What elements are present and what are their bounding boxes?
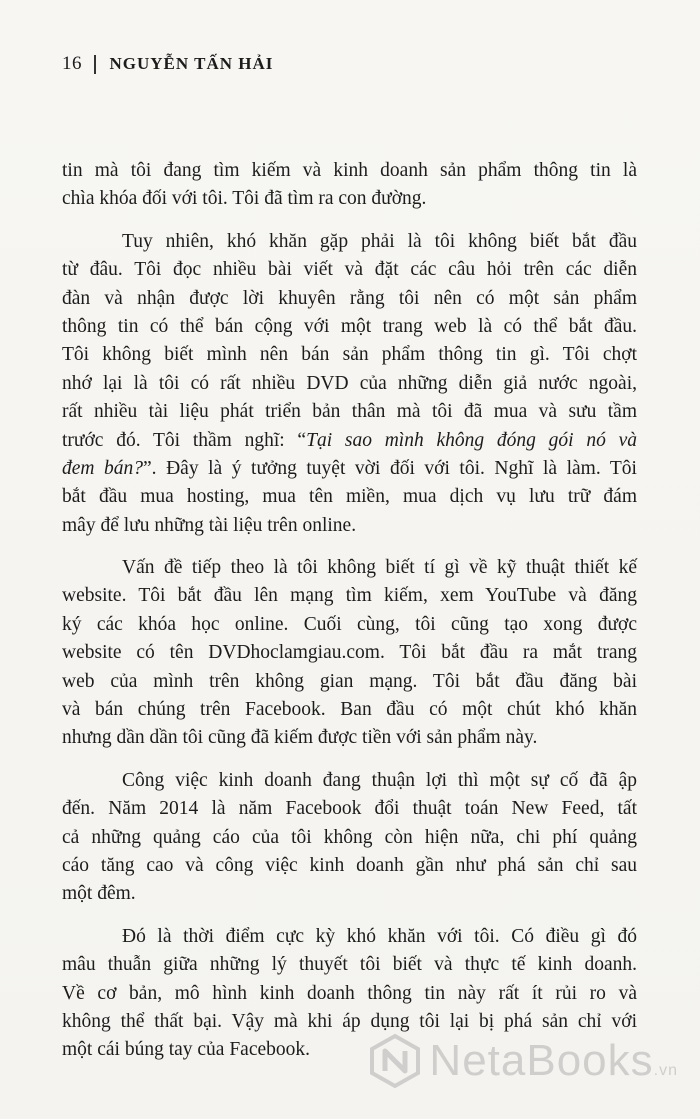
text-line: bắt đầu mua hosting, mua tên miền, mua dịch vụ lưu trữ đám <box>62 486 637 508</box>
text-line: cả những quảng cáo của tôi không còn hiện nữa, chi phí quảng <box>62 826 637 848</box>
text-line: Tuy nhiên, khó khăn gặp phải là tôi không biết bắt đầu <box>122 230 637 252</box>
watermark-brand: NetaBooks <box>429 1036 654 1085</box>
text-line: Tôi không biết mình nên bán sản phẩm thông tin gì. Tôi chợt <box>62 344 637 366</box>
author-name: NGUYỄN TẤN HẢI <box>109 54 274 73</box>
paragraph-3 <box>62 554 637 753</box>
text-line: web của mình trên không gian mạng. Tôi bắt đầu đăng bài <box>62 670 637 692</box>
text-line: ký các khóa học online. Cuối cùng, tôi cũng tạo xong được <box>62 613 637 635</box>
running-header <box>62 53 273 75</box>
text-line: cáo tăng cao và công việc kinh doanh gần như phá sản chỉ sau <box>62 854 637 876</box>
text-line-with-italic <box>62 427 637 455</box>
netabooks-watermark <box>367 1033 678 1089</box>
header-divider <box>94 55 96 74</box>
text-line: mâu thuẫn giữa những lý thuyết tôi biết và thực tế kinh doanh. <box>62 954 637 976</box>
text-line: rất nhiều tài liệu phát triển bản thân mà tôi đã mua và sưu tầm <box>62 401 637 423</box>
page-number: 16 <box>62 53 82 74</box>
text-line: Đó là thời điểm cực kỳ khó khăn với tôi. Có điều gì đó <box>122 925 637 947</box>
text-line: Vấn đề tiếp theo là tôi không biết tí gì về kỹ thuật thiết kế <box>122 557 637 579</box>
text-line: đến. Năm 2014 là năm Facebook đổi thuật toán New Feed, tất <box>62 798 637 820</box>
paragraph-2 <box>62 228 637 540</box>
text-line: đàn và nhận được lời khuyên rằng tôi nên có một sản phẩm <box>62 287 637 309</box>
text-line: website. Tôi bắt đầu lên mạng tìm kiếm, xem YouTube và đăng <box>62 585 637 607</box>
text-line-with-italic <box>62 455 637 483</box>
text-line: chìa khóa đối với tôi. Tôi đã tìm ra con đường. <box>62 188 427 210</box>
text-line: một đêm. <box>62 883 136 905</box>
text-line: thông tin có thể bán cộng với một trang web là có thể bắt đầu. <box>62 315 637 337</box>
text-line: mây để lưu những tài liệu trên online. <box>62 514 357 536</box>
body-text <box>62 157 637 1079</box>
netabooks-n-logo-icon <box>367 1033 423 1089</box>
italic-quote-end: đem bán? <box>62 457 144 479</box>
text-line: và bán chúng trên Facebook. Ban đầu có một chút khó khăn <box>62 699 637 721</box>
watermark-suffix: .vn <box>653 1062 678 1079</box>
text-line: tin mà tôi đang tìm kiếm và kinh doanh sản phẩm thông tin là <box>62 160 637 181</box>
paragraph-4 <box>62 767 637 909</box>
text-line: website có tên DVDhoclamgiau.com. Tôi bắt đầu ra mắt trang <box>62 642 637 664</box>
text-line: nhớ lại là tôi có rất nhiều DVD của những diễn giả nước ngoài, <box>62 372 637 394</box>
text-line: một cái búng tay của Facebook. <box>62 1039 311 1061</box>
text-line: từ đâu. Tôi đọc nhiều bài viết và đặt các câu hỏi trên các diễn <box>62 259 637 281</box>
text-span: trước đó. Tôi thầm nghĩ: “ <box>62 429 307 451</box>
text-span: ”. Đây là ý tưởng tuyệt vời đối với tôi. Nghĩ là làm. Tôi <box>143 457 637 479</box>
text-line: nhưng dần dần tôi cũng đã kiếm được tiền với sản phẩm này. <box>62 727 538 749</box>
watermark-text <box>429 1036 678 1086</box>
paragraph-1 <box>62 157 637 214</box>
italic-quote: Tại sao mình không đóng gói nó và <box>306 429 637 451</box>
text-line: Công việc kinh doanh đang thuận lợi thì một sự cố đã ập <box>122 769 637 791</box>
text-line: Về cơ bản, mô hình kinh doanh thông tin này rất ít rủi ro và <box>62 982 637 1004</box>
text-line: không thể thất bại. Vậy mà khi áp dụng tôi lại bị phá sản chỉ với <box>62 1010 637 1032</box>
